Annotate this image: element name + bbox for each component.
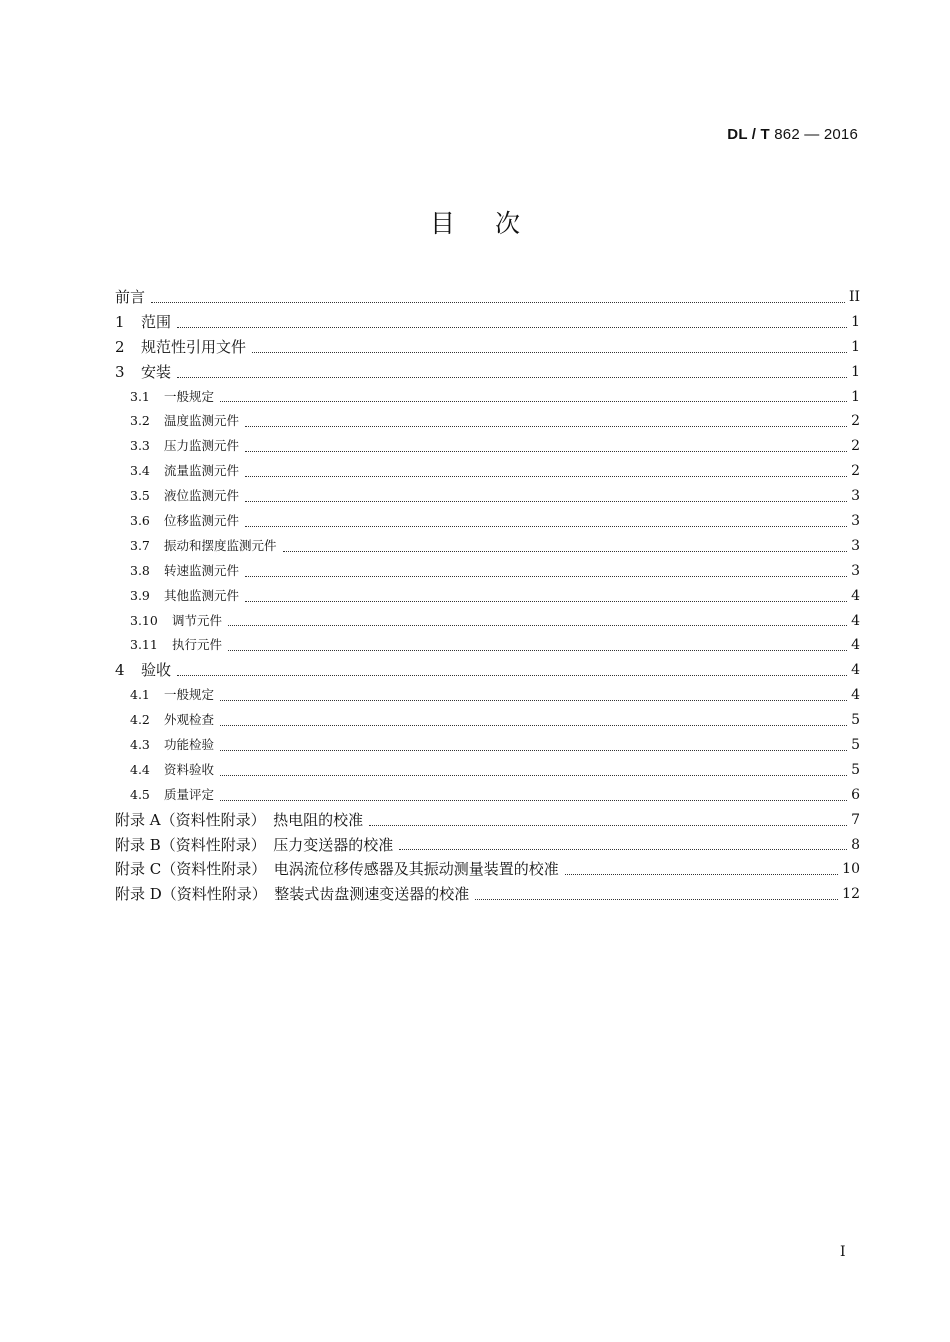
toc-entry[interactable] [115,584,860,609]
dot-leader [177,377,847,378]
toc-entry-page: 7 [851,811,860,828]
toc-entry-page: 1 [851,313,860,330]
toc-entry-number: 1 [115,312,125,331]
toc-entry-number: 3.11 [130,637,158,653]
toc-entry[interactable] [115,857,860,882]
toc-entry-page: 1 [851,388,860,405]
toc-entry-number: 3.6 [130,513,150,528]
toc-entry-page: 1 [851,363,860,380]
toc-entry-page: 12 [842,886,860,903]
toc-entry[interactable] [115,385,860,410]
toc-entry-page: 4 [851,612,860,629]
toc-entry-title: 外观检查 [164,712,215,728]
standard-code [727,126,858,143]
toc-entry-title: 一般规定 [164,388,215,404]
dot-leader [245,576,847,577]
dot-leader [245,451,847,452]
toc-entry-page: 3 [851,537,860,554]
toc-entry-page: 2 [851,413,860,430]
toc-entry-number: 3.3 [130,438,150,454]
toc-entry-number: 3.4 [130,463,150,479]
toc-entry[interactable] [115,534,860,559]
toc-entry-title: 附录 B（资料性附录） 压力变送器的校准 [115,835,394,854]
dot-leader [220,401,847,402]
toc-entry-title: 功能检验 [164,737,215,753]
dot-leader [245,501,847,502]
toc-entry-title: 范围 [141,312,172,331]
toc-entry-page: 2 [851,463,860,480]
toc-entry-number: 3.10 [130,612,158,628]
toc-entry-page: 6 [851,786,860,803]
toc-entry-number: 3.5 [130,488,150,504]
dot-leader [245,601,847,602]
toc-entry-page: 4 [851,662,860,679]
table-of-contents [115,285,860,907]
toc-entry[interactable] [115,459,860,484]
toc-entry-number: 4.4 [130,761,150,777]
toc-entry-title: 压力监测元件 [164,438,240,454]
toc-entry[interactable] [115,509,860,534]
toc-entry[interactable] [115,310,860,335]
toc-entry-title: 调节元件 [172,612,223,628]
standard-prefix: DL / T [727,126,770,143]
toc-entry[interactable] [115,708,860,733]
toc-entry-page: 4 [851,637,860,654]
toc-entry-page: 4 [851,587,860,604]
toc-entry[interactable] [115,733,860,758]
toc-entry[interactable] [115,633,860,658]
page-title: 目次 [429,209,560,238]
dot-leader [177,327,847,328]
toc-entry-title: 其他监测元件 [164,587,240,603]
toc-entry-number: 2 [115,337,125,356]
toc-entry-page: 2 [851,438,860,455]
toc-entry-page: 5 [851,737,860,754]
toc-entry[interactable] [115,808,860,833]
toc-entry-title: 流量监测元件 [164,463,240,479]
toc-entry[interactable] [115,833,860,858]
toc-entry-title: 规范性引用文件 [141,337,247,356]
toc-entry-title: 验收 [141,661,172,680]
standard-number: 862 — 2016 [774,126,858,143]
dot-leader [177,675,847,676]
toc-entry-title: 附录 A（资料性附录） 热电阻的校准 [115,810,364,829]
dot-leader [565,874,838,875]
dot-leader [475,899,838,900]
toc-entry-title: 附录 D（资料性附录） 整装式齿盘测速变送器的校准 [115,885,470,904]
toc-entry-title: 附录 C（资料性附录） 电涡流位移传感器及其振动测量装置的校准 [115,860,559,879]
toc-entry-title: 执行元件 [172,637,223,653]
dot-leader [220,725,847,726]
dot-leader [220,775,847,776]
dot-leader [220,700,847,701]
dot-leader [228,650,847,651]
dot-leader [245,426,847,427]
toc-entry[interactable] [115,285,860,310]
toc-entry[interactable] [115,434,860,459]
toc-entry-number: 3 [115,362,125,381]
toc-entry-number: 3.8 [130,562,150,578]
dot-leader [283,551,848,552]
dot-leader [220,800,847,801]
toc-entry-number: 4.2 [130,712,150,728]
toc-entry[interactable] [115,882,860,907]
toc-entry-title: 资料验收 [164,761,215,777]
toc-entry-page: 4 [851,687,860,704]
dot-leader [220,750,847,751]
toc-entry-page: 8 [851,836,860,853]
toc-entry-page: 5 [851,761,860,778]
toc-entry-title: 质量评定 [164,786,215,802]
toc-entry-page: 1 [851,338,860,355]
toc-entry-number: 4 [115,661,125,680]
toc-entry-number: 4.1 [130,687,150,703]
toc-entry-page: 3 [851,562,860,579]
toc-entry-title: 转速监测元件 [164,562,240,578]
dot-leader [228,625,847,626]
toc-entry[interactable] [115,609,860,634]
toc-entry-page: 10 [842,861,860,878]
toc-entry[interactable] [115,683,860,708]
dot-leader [252,352,847,353]
toc-entry-title: 液位监测元件 [164,488,240,504]
toc-entry-title: 一般规定 [164,687,215,703]
toc-entry-title: 前言 [115,287,146,306]
dot-leader [245,476,847,477]
toc-entry[interactable] [115,335,860,360]
toc-entry[interactable] [115,559,860,584]
toc-entry-title: 温度监测元件 [164,413,240,429]
toc-entry-number: 3.7 [130,537,150,553]
toc-entry-title: 安装 [141,362,172,381]
dot-leader [151,302,845,303]
toc-entry-title: 位移监测元件 [164,513,240,528]
toc-entry-number: 3.2 [130,413,150,429]
toc-entry-title: 振动和摆度监测元件 [164,537,277,553]
toc-entry[interactable] [115,658,860,683]
toc-entry[interactable] [115,484,860,509]
toc-entry[interactable] [115,758,860,783]
dot-leader [399,849,847,850]
toc-entry-number: 3.1 [130,388,150,404]
toc-entry-number: 4.3 [130,737,150,753]
toc-entry-page: 5 [851,712,860,729]
toc-entry-page: II [848,288,860,305]
toc-entry[interactable] [115,783,860,808]
toc-entry-number: 3.9 [130,587,150,603]
toc-entry[interactable] [115,360,860,385]
toc-entry[interactable] [115,409,860,434]
toc-entry-number: 4.5 [130,786,150,802]
dot-leader [369,825,847,826]
toc-entry-page: 3 [851,513,860,529]
dot-leader [245,526,847,527]
page-folio: I [840,1244,846,1260]
toc-entry-page: 3 [851,488,860,505]
